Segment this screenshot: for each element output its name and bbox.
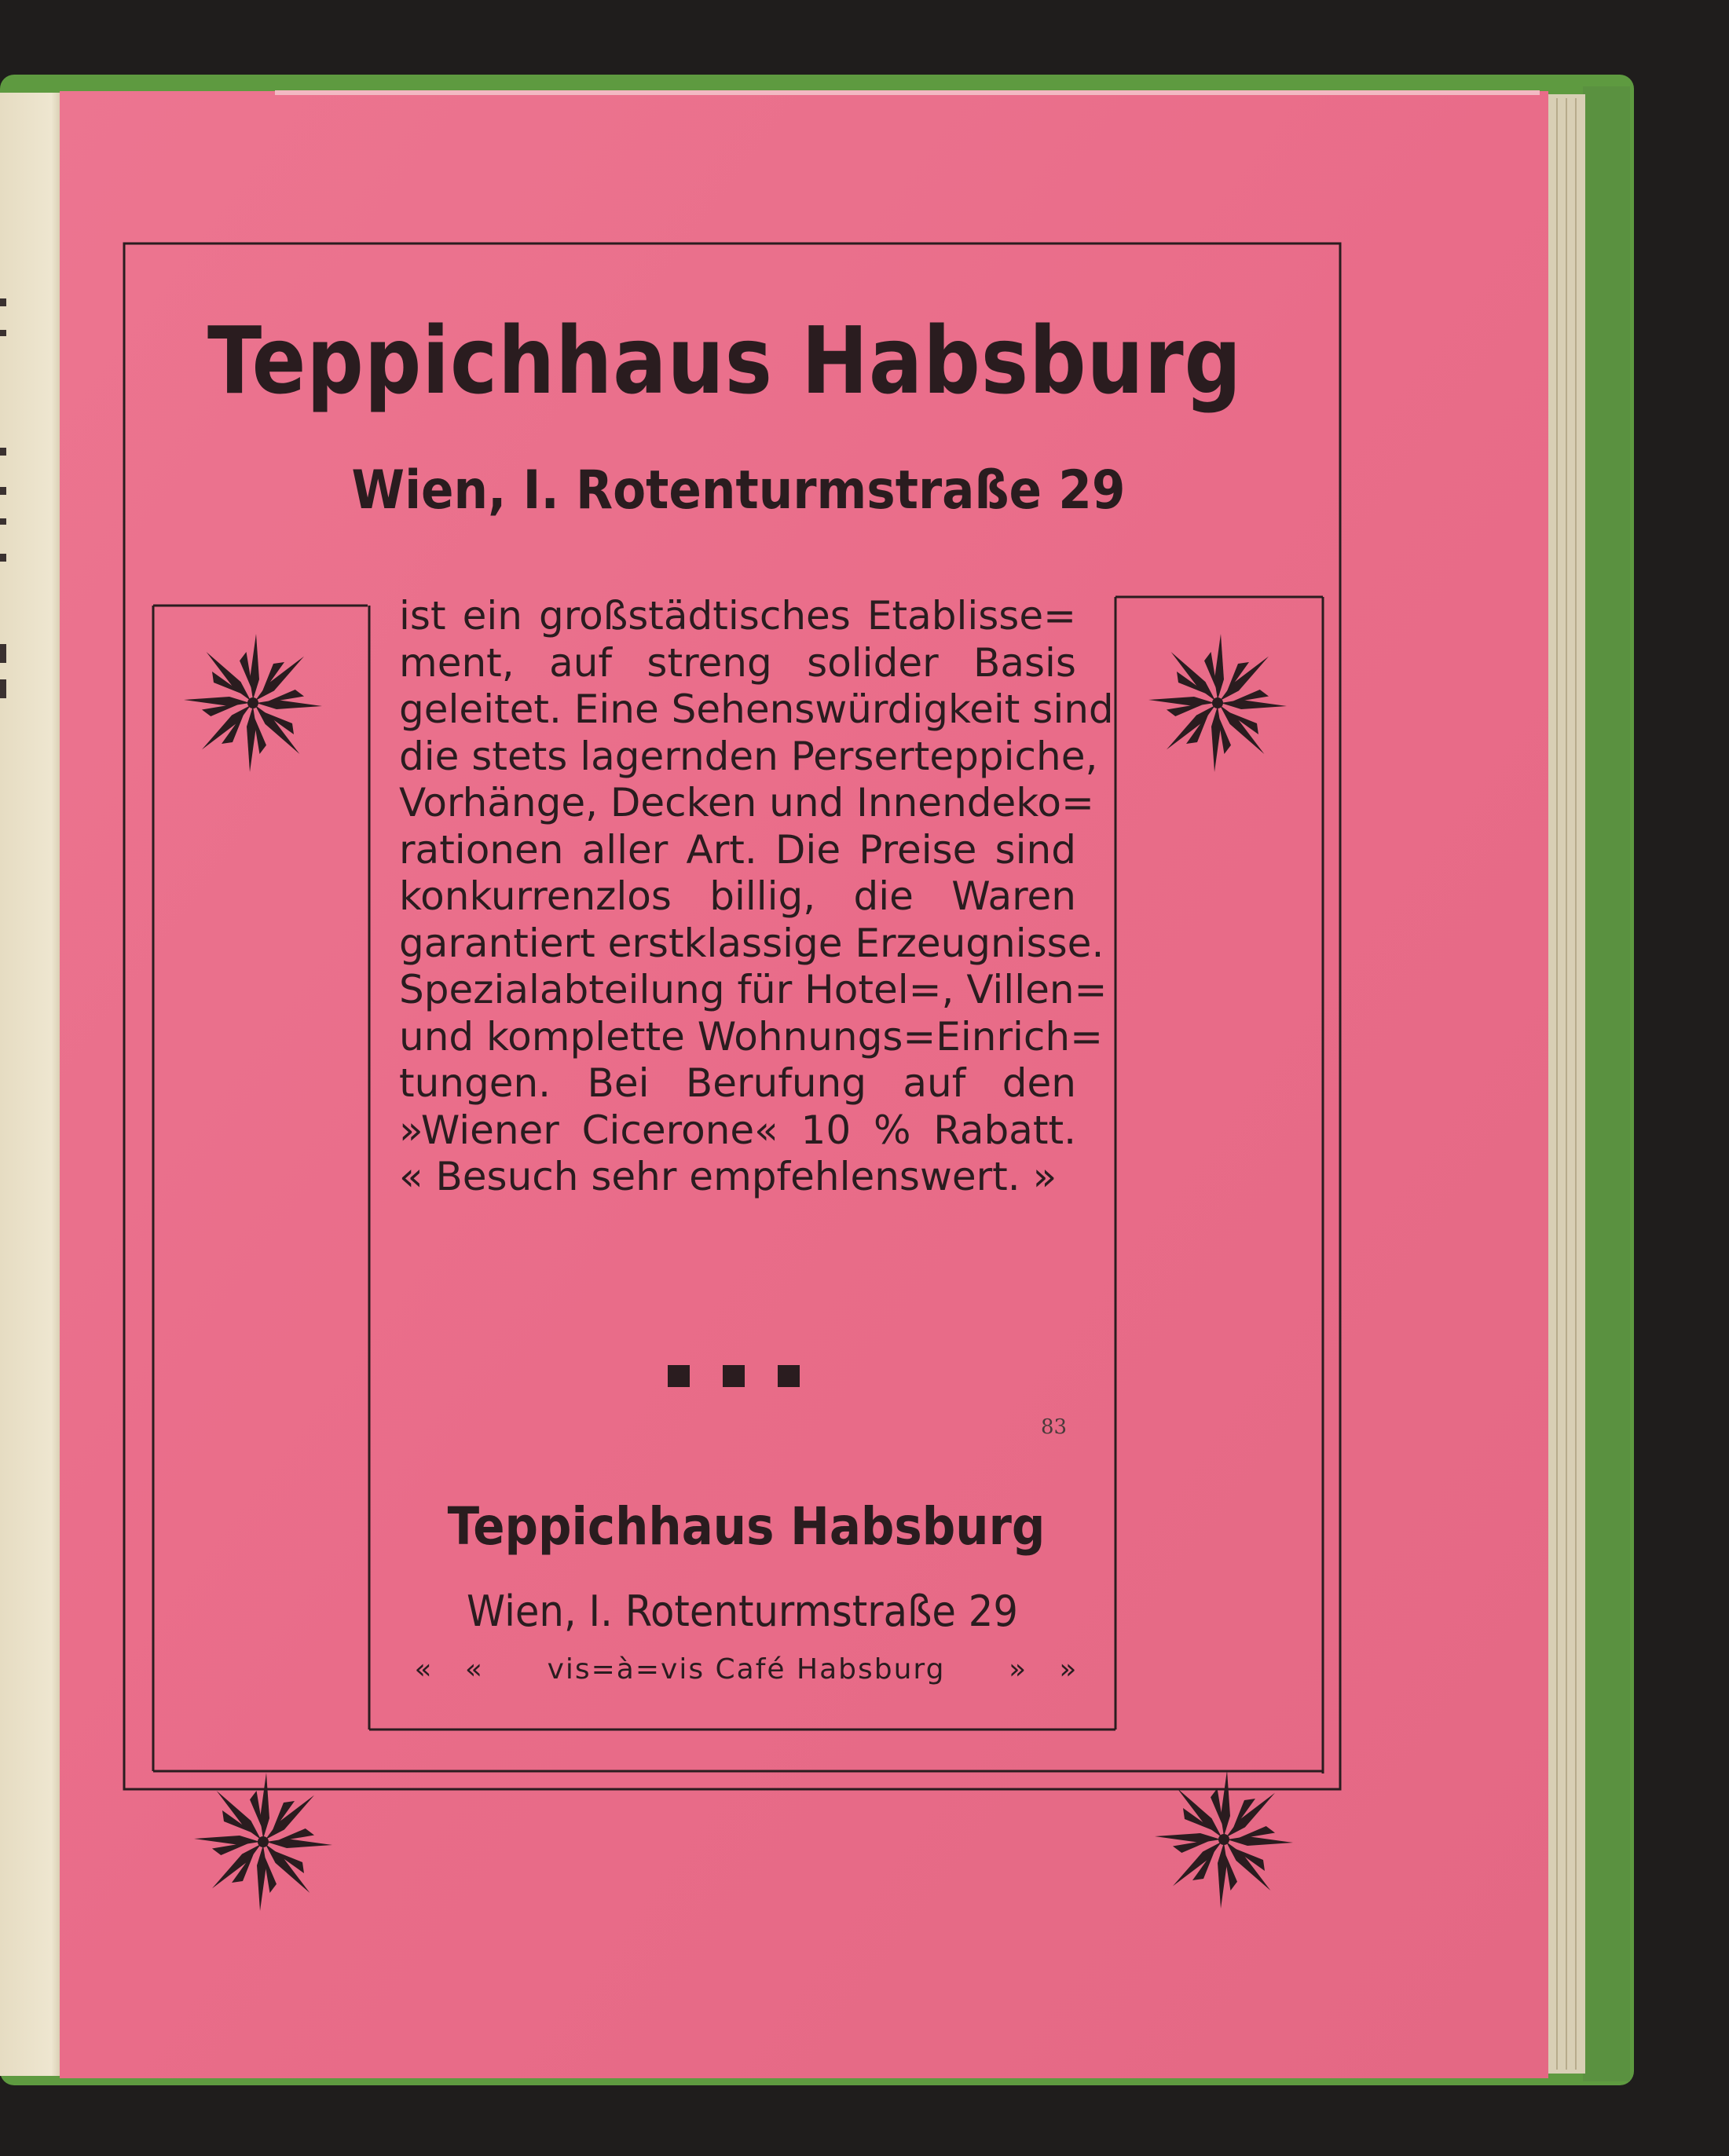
body-line: ist ein großstädtisches Etablisse= bbox=[399, 593, 1076, 639]
body-line: tungen. Bei Berufung auf den bbox=[399, 1060, 1076, 1106]
body-line: ment, auf streng solider Basis bbox=[399, 639, 1076, 686]
body-line: rationen aller Art. Die Preise sind bbox=[399, 826, 1076, 873]
square-icon bbox=[723, 1365, 745, 1387]
body-line: und komplette Wohnungs=Einrich= bbox=[399, 1013, 1103, 1060]
body-line: konkurrenzlos billig, die Waren bbox=[399, 873, 1076, 919]
square-icon bbox=[778, 1365, 800, 1387]
body-line: »Wiener Cicerone« 10 % Rabatt. bbox=[399, 1107, 1076, 1153]
page-number: 83 bbox=[1041, 1415, 1068, 1439]
footer-note: « « vis=à=vis Café Habsburg » » bbox=[414, 1653, 1079, 1686]
body-line: Spezialabteilung für Hotel=, Villen= bbox=[399, 967, 1108, 1012]
body-line: « Besuch sehr empfehlenswert. » bbox=[399, 1154, 1057, 1199]
square-icon bbox=[668, 1365, 690, 1387]
advert-body bbox=[399, 593, 1114, 1201]
body-line: geleitet. Eine Sehenswürdigkeit sind bbox=[399, 686, 1114, 732]
advert-title: Teppichhaus Habsburg bbox=[207, 306, 1242, 415]
square-ornament bbox=[668, 1365, 833, 1390]
footer-title: Teppichhaus Habsburg bbox=[447, 1496, 1046, 1557]
advert-address: Wien, I. Rotenturmstraße 29 bbox=[351, 459, 1126, 522]
body-line: die stets lagernden Perserteppiche, bbox=[399, 733, 1098, 779]
body-line: Vorhänge, Decken und Innendeko= bbox=[399, 780, 1094, 825]
body-line: garantiert erstklassige Erzeugnisse. bbox=[399, 920, 1104, 966]
footer-address: Wien, I. Rotenturmstraße 29 bbox=[467, 1587, 1018, 1636]
